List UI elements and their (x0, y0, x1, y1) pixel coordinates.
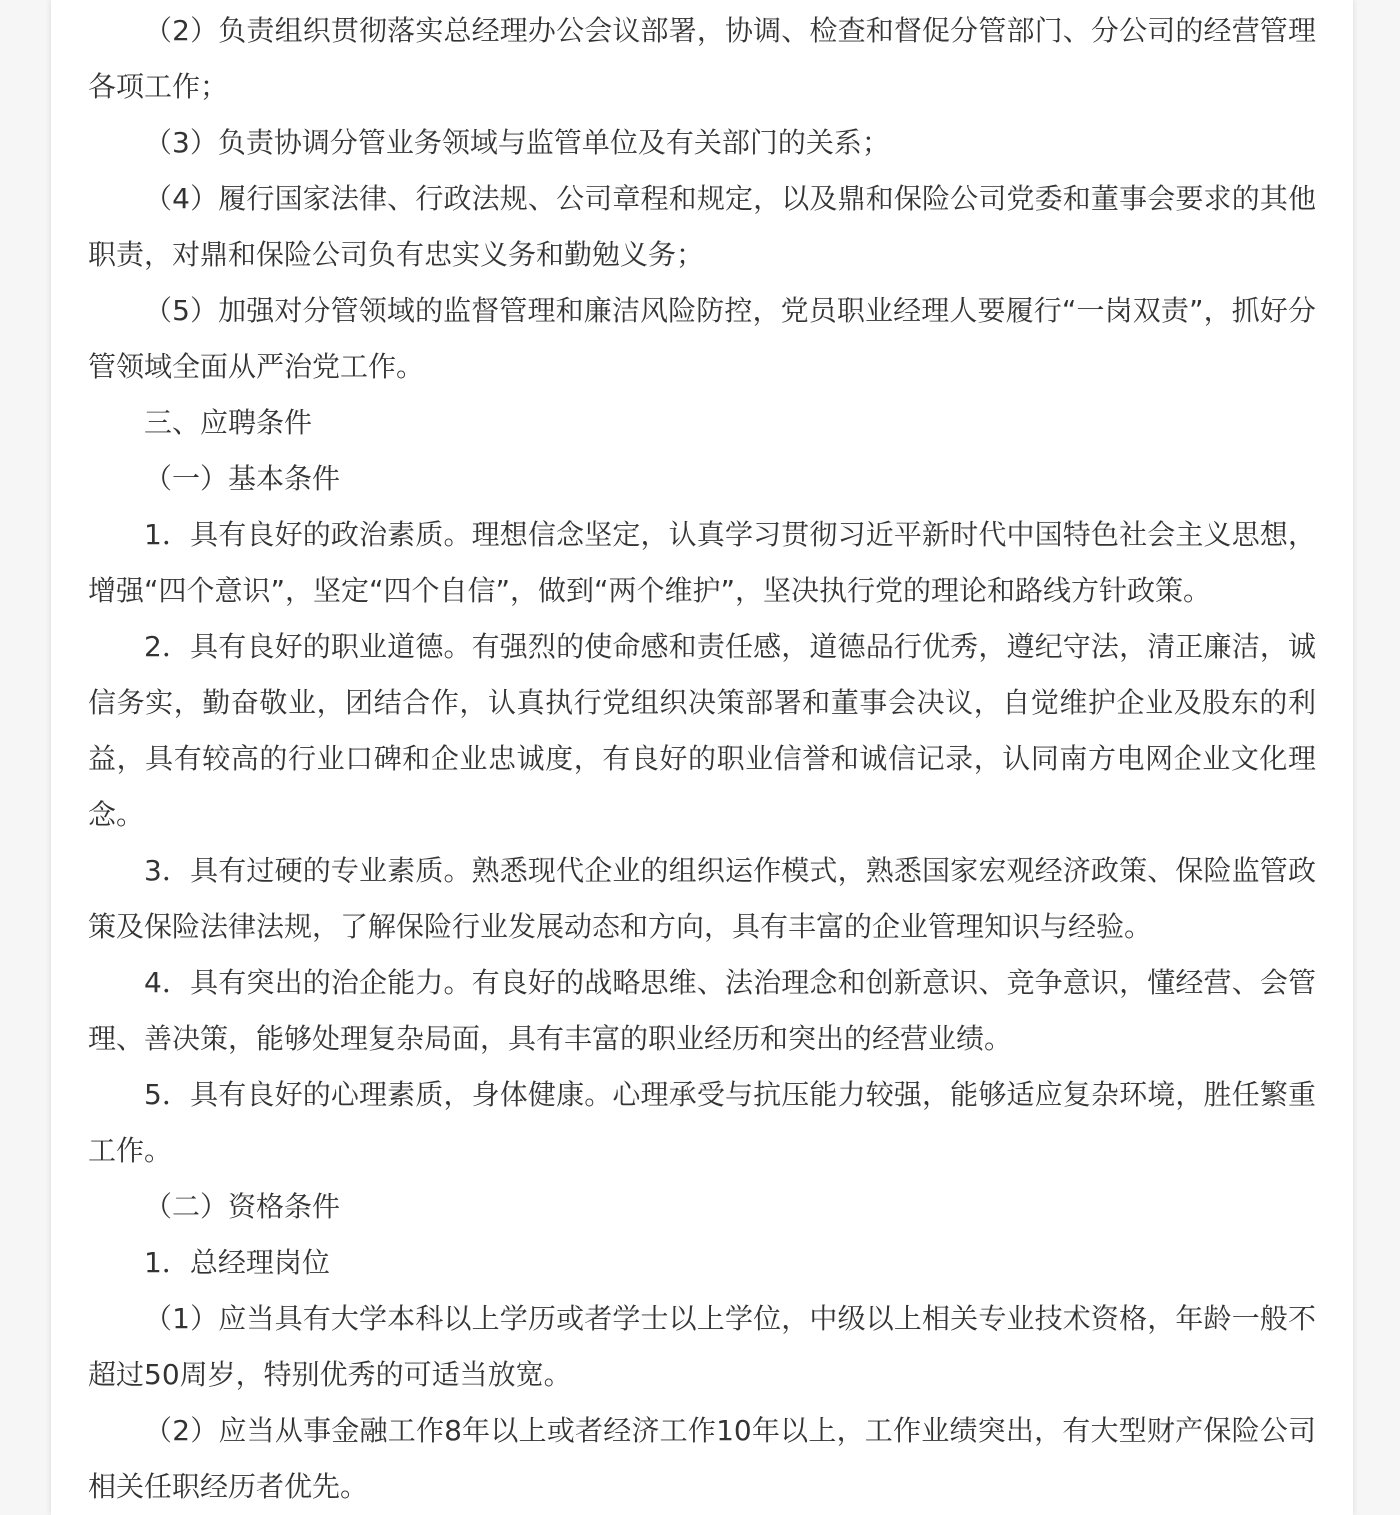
paragraph-duty-2: （2）负责组织贯彻落实总经理办公会议部署，协调、检查和督促分管部门、分公司的经营管理各项工作； (88, 14, 1316, 103)
paragraph-basic-1: 1．具有良好的政治素质。理想信念坚定，认真学习贯彻习近平新时代中国特色社会主义思想，增强“四个意识”，坚定“四个自信”，做到“两个维护”，坚决执行党的理论和路线方针政策。 (88, 518, 1316, 607)
paragraph-duty-4: （4）履行国家法律、行政法规、公司章程和规定，以及鼎和保险公司党委和董事会要求的其他职责，对鼎和保险公司负有忠实义务和勤勉义务； (88, 182, 1316, 271)
item-heading-general-manager: 1．总经理岗位 (144, 1246, 330, 1279)
section-heading-requirements: 三、应聘条件 (144, 406, 313, 439)
paragraph-basic-4: 4．具有突出的治企能力。有良好的战略思维、法治理念和创新意识、竞争意识，懂经营、会管理、善决策，能够处理复杂局面，具有丰富的职业经历和突出的经营业绩。 (88, 966, 1316, 1055)
document-page (51, 0, 1353, 1515)
document-body (88, 3, 1316, 1515)
paragraph-duty-5: （5）加强对分管领域的监督管理和廉洁风险防控，党员职业经理人要履行“一岗双责”，抓好分管领域全面从严治党工作。 (88, 294, 1316, 383)
subsection-heading-basic: （一）基本条件 (144, 462, 341, 495)
paragraph-duty-3: （3）负责协调分管业务领域与监管单位及有关部门的关系； (144, 126, 890, 159)
paragraph-basic-3: 3．具有过硬的专业素质。熟悉现代企业的组织运作模式，熟悉国家宏观经济政策、保险监管政策及保险法律法规，了解保险行业发展动态和方向，具有丰富的企业管理知识与经验。 (88, 854, 1316, 943)
paragraph-qualification-1: （1）应当具有大学本科以上学历或者学士以上学位，中级以上相关专业技术资格，年龄一般不超过50周岁，特别优秀的可适当放宽。 (88, 1302, 1316, 1391)
subsection-heading-qualification: （二）资格条件 (144, 1190, 341, 1223)
paragraph-qualification-2: （2）应当从事金融工作8年以上或者经济工作10年以上，工作业绩突出，有大型财产保险公司相关任职经历者优先。 (88, 1414, 1316, 1503)
paragraph-basic-5: 5．具有良好的心理素质，身体健康。心理承受与抗压能力较强，能够适应复杂环境，胜任繁重工作。 (88, 1078, 1316, 1167)
paragraph-basic-2: 2．具有良好的职业道德。有强烈的使命感和责任感，道德品行优秀，遵纪守法，清正廉洁，诚信务实，勤奋敬业，团结合作，认真执行党组织决策部署和董事会决议，自觉维护企业及股东的利益，具有较高的行业口碑和企业忠诚度，有良好的职业信誉和诚信记录，认同南方电网企业文化理念。 (88, 630, 1316, 831)
